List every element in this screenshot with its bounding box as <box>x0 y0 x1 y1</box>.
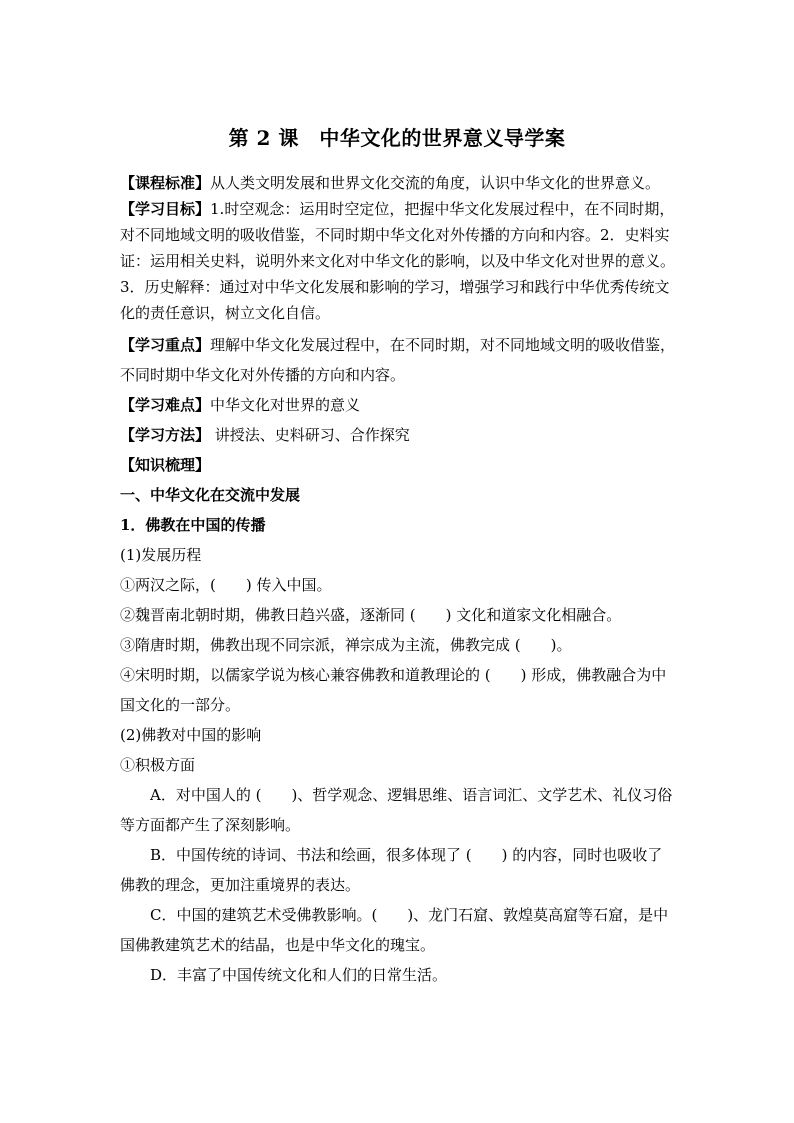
list-item: ③隋唐时期，佛教出现不同宗派，禅宗成为主流，佛教完成 ( )。 <box>120 636 572 654</box>
course-standard-label: 【课程标准】 <box>120 174 211 192</box>
learning-method <box>120 420 676 450</box>
learning-goals-text: 1.时空观念：运用时空定位，把握中华文化发展过程中，在不同时期，对不同地域文明的吸收借鉴，不同时期中华文化对外传播的方向和内容。2．史料实证：运用相关史料，说明外来文化对中华文化的影响，以及中华文化对世界的意义。3．历史解释：通过对中华文化发展和影响的学习，增强学习和践行中华优秀传统文化的责任意识，树立文化自信。 <box>120 200 676 322</box>
course-standard <box>120 170 676 196</box>
list-item: B．中国传统的诗词、书法和绘画，很多体现了 ( ) 的内容，同时也吸收了佛教的理念，更加注重境界的表达。 <box>120 846 663 894</box>
list-item: ①两汉之际，( ) 传入中国。 <box>120 576 332 594</box>
learning-key-points-label: 【学习重点】 <box>120 336 211 354</box>
list-item: ④宋明时期，以儒家学说为核心兼容佛教和道教理论的 ( ) 形成，佛教融合为中国文化的一部分。 <box>120 666 667 714</box>
learning-key-points-text: 理解中华文化发展过程中，在不同时期，对不同地域文明的吸收借鉴，不同时期中华文化对外传播的方向和内容。 <box>120 336 676 384</box>
list-item: A．对中国人的 ( )、哲学观念、逻辑思维、语言词汇、文学艺术、礼仪习俗等方面都产生了深刻影响。 <box>120 786 673 834</box>
positive-aspect-heading: ①积极方面 <box>120 756 196 774</box>
learning-difficulty-label: 【学习难点】 <box>120 396 211 414</box>
list-item: D．丰富了中国传统文化和人们的日常生活。 <box>150 966 448 984</box>
document-body <box>120 170 676 990</box>
subsection-heading-1-1: (1)发展历程 <box>120 546 202 564</box>
section-heading-1: 一、中华文化在交流中发展 <box>120 486 301 504</box>
learning-difficulty <box>120 390 676 420</box>
course-standard-text: 从人类文明发展和世界文化交流的角度，认识中华文化的世界意义。 <box>210 174 661 192</box>
list-item: ②魏晋南北朝时期，佛教日趋兴盛，逐渐同 ( ) 文化和道家文化相融合。 <box>120 606 622 624</box>
learning-method-text: 讲授法、史料研习、合作探究 <box>210 426 410 444</box>
list-item: C．中国的建筑艺术受佛教影响。( )、龙门石窟、敦煌莫高窟等石窟，是中国佛教建筑艺术的结晶，也是中华文化的瑰宝。 <box>120 906 669 954</box>
learning-goals-label: 【学习目标】 <box>120 200 211 218</box>
knowledge-heading: 【知识梳理】 <box>120 456 211 474</box>
subsection-heading-1: 1．佛教在中国的传播 <box>120 516 266 534</box>
learning-method-label: 【学习方法】 <box>120 426 211 444</box>
learning-goals <box>120 196 676 326</box>
page-title: 第 2 课 中华文化的世界意义导学案 <box>228 126 566 150</box>
learning-difficulty-text: 中华文化对世界的意义 <box>210 396 361 414</box>
learning-key-points <box>120 330 676 390</box>
subsection-heading-1-2: (2)佛教对中国的影响 <box>120 726 262 744</box>
